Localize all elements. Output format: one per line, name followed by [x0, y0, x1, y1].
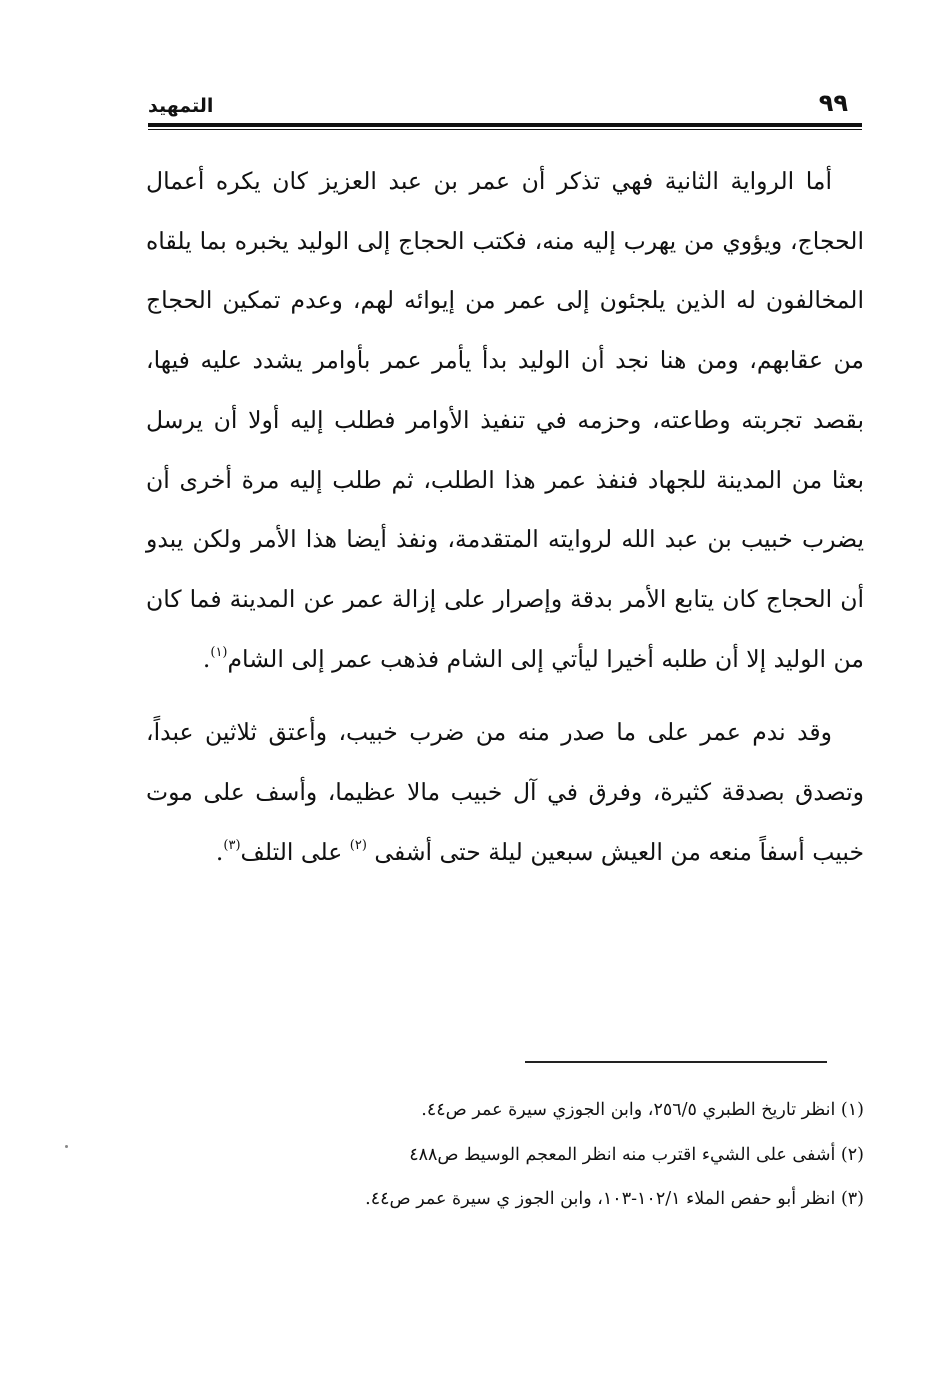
- header-rule-thick: [148, 123, 862, 127]
- paragraph-1: [146, 152, 864, 689]
- paragraph-2-text: وقد ندم عمر على ما صدر منه من ضرب خبيب، وأعتق ثلاثين عبداً، وتصدق بصدقة كثيرة، وفرق في آل خبيب مالا عظيما، وأسف على موت خبيب أسفاً منعه من العيش سبعين ليلة حتى أشفى: [146, 718, 864, 866]
- paragraph-1-end: .: [202, 644, 211, 673]
- running-title: التمهيد: [148, 95, 214, 117]
- header-rule-thin: [148, 129, 862, 130]
- footnote-ref-2: (٢): [349, 837, 367, 853]
- paragraph-2: [146, 703, 864, 882]
- footnote-separator: [525, 1061, 827, 1063]
- scan-speck: [65, 1145, 68, 1148]
- paragraph-2-middle: على التلف: [240, 837, 350, 866]
- page-number: ٩٩: [818, 89, 848, 117]
- footnote-2: (٢) أشفى على الشيء اقترب منه انظر المعجم الوسيط ص٤٨٨: [409, 1144, 864, 1165]
- footnote-3: (٣) انظر أبو حفص الملاء ١٠٢/١-١٠٣، وابن الجوز ي سيرة عمر ص٤٤.: [365, 1189, 864, 1209]
- main-text: [146, 152, 864, 882]
- footnote-ref-3: (٣): [223, 837, 241, 853]
- paragraph-1-text: أما الرواية الثانية فهي تذكر أن عمر بن عبد العزيز كان يكره أعمال الحجاج، ويؤوي من يهرب إليه منه، فكتب الحجاج إلى الوليد يخبره بما يلقاه المخالفون له الذين يلجئون إلى عمر من إيوائه لهم، وعدم تمكين الحجاج من عقابهم، ومن هنا نجد أن الوليد بدأ يأمر عمر بأوامر يشدد عليه فيها، بقصد تجربته وطاعته، وحزمه في تنفيذ الأوامر فطلب إليه أولا أن يرسل بعثا من المدينة للجهاد فنفذ عمر هذا الطلب، ثم طلب إليه مرة أخرى أن يضرب خبيب بن عبد الله لروايته المتقدمة، ونفذ أيضا هذا الأمر ولكن يبدو أن الحجاج كان يتابع الأمر بدقة وإصرار على إزالة عمر عن المدينة فما كان من الوليد إلا أن طلبه أخيرا ليأتي إلى الشام فذهب عمر إلى الشام: [146, 167, 864, 673]
- footnote-ref-1: (١): [210, 644, 228, 660]
- footnote-1: (١) انظر تاريخ الطبري ٢٥٦/٥، وابن الجوزي سيرة عمر ص٤٤.: [421, 1100, 864, 1120]
- footnotes: [200, 1088, 864, 1222]
- paragraph-2-end: .: [215, 837, 224, 866]
- page-header: [148, 86, 862, 126]
